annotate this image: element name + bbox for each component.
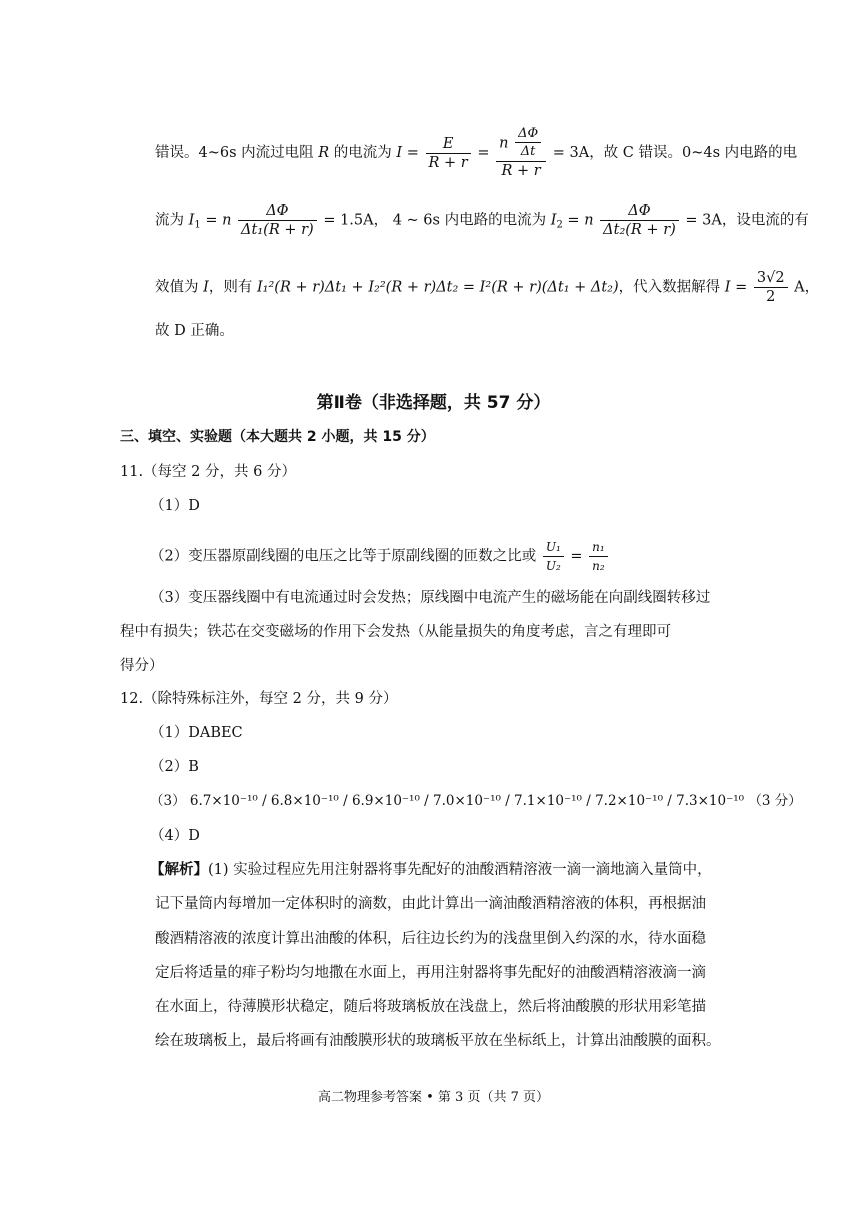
fraction-I2	[600, 202, 679, 239]
value-3A: = 3A	[685, 212, 722, 229]
q12-answer-2: （2）B	[150, 759, 199, 775]
root-denominator: 2	[766, 289, 776, 305]
fraction-I1	[238, 202, 317, 239]
part-title: 第Ⅱ卷（非选择题，共 57 分）	[316, 393, 551, 413]
var-n: n	[499, 135, 509, 152]
q12-answer-4: （4）D	[150, 828, 200, 844]
q12-answer-3: （3） 6.7×10⁻¹⁰ / 6.8×10⁻¹⁰ / 6.9×10⁻¹⁰ / 7.0×10⁻¹⁰ / 7.1×10⁻¹⁰ / 7.2×10⁻¹⁰ / 7.3×10⁻¹⁰ （3 分）	[150, 793, 802, 809]
para-line-4: 故 D 正确。	[155, 323, 234, 339]
var-E: E	[442, 135, 454, 152]
text-segment: ，则有	[208, 279, 257, 296]
value-1-5A: = 1.5A	[323, 212, 374, 229]
fraction-emf-over-Rr	[496, 126, 546, 180]
var-n2: n₂	[592, 559, 605, 573]
q11-heading: 11.（每空 2 分，共 6 分）	[120, 464, 296, 480]
analysis-line-2: 记下量筒内每增加一定体积时的滴数，由此计算出一滴油酸酒精溶液的体积，再根据油	[155, 896, 706, 912]
var-U1: U₁	[545, 540, 561, 554]
text-segment: （2）变压器原副线圈的电压之比等于原副线圈的匝数之比或	[150, 548, 537, 565]
text-segment: 流为	[155, 212, 189, 229]
q11-answer-2: （2）变压器原副线圈的电压之比等于原副线圈的匝数之比或 $\frac{\text{U₁}}{\text{U₂}}$ = $\frac{\text{n₁}}{\text{n₂}}$	[150, 538, 610, 575]
text-segment: 效值为	[155, 279, 204, 296]
analysis-label: 【解析】	[150, 861, 208, 878]
q11-answer-3-line-3: 得分）	[120, 658, 164, 674]
var-n1: n₁	[592, 540, 605, 554]
text-segment: ，故 C 错误。0~4s 内电路的电	[589, 145, 798, 161]
den-Rr: R + r	[501, 163, 541, 179]
var-I: I	[724, 279, 731, 296]
delta-phi: ΔΦ	[518, 126, 539, 141]
para-line-2: 流为 $I_1 = n$ $\frac{\Delta\Phi}{\text{Δt₁(R + r)}}$ = 1.5A， 4 ~ 6s 内电路的电流为 $I_2 = n$ $\frac{\Delta\Phi}{\text{Δt₂(R + r)}}$ = 3A，设电流的有	[155, 203, 809, 238]
q11-answer-3-line-1: （3）变压器线圈中有电流通过时会发热；原线圈中电流产生的磁场能在向副线圈转移过	[150, 590, 711, 606]
equation-effective: I₁²(R + r)Δt₁ + I₂²(R + r)Δt₂ = I²(R + r)(Δt₁ + Δt₂)	[256, 279, 619, 296]
fraction-U1-U2	[543, 538, 564, 575]
text-segment: (1) 实验过程应先用注射器将事先配好的油酸酒精溶液一滴一滴地滴入量筒中，	[208, 862, 712, 878]
page-footer: 高二物理参考答案 • 第 3 页（共 7 页）	[317, 1090, 549, 1105]
text-segment: ，设电流的有	[721, 212, 809, 229]
den-dt1-Rr: Δt₁(R + r)	[241, 222, 314, 238]
analysis-line-4: 定后将适量的痱子粉均匀地撒在水面上，再用注射器将事先配好的油酸酒精溶液滴一滴	[155, 965, 706, 981]
text-segment: 的电流为	[329, 145, 397, 161]
analysis-line-3: 酸酒精溶液的浓度计算出油酸的体积，后往边长约为的浅盘里倒入约深的水，待水面稳	[155, 931, 706, 947]
q12-answer-1: （1）DABEC	[150, 725, 243, 741]
delta-phi: ΔΦ	[628, 203, 651, 219]
den-dt2-Rr: Δt₂(R + r)	[603, 222, 676, 238]
analysis-line-1	[150, 859, 712, 881]
fraction-dphi-dt	[515, 126, 541, 161]
fraction-n1-n2	[589, 538, 608, 575]
fraction-3root2-over-2	[754, 269, 788, 306]
var-U2: U₂	[545, 559, 561, 573]
section-heading: 三、填空、实验题（本大题共 2 小题，共 15 分）	[120, 429, 435, 445]
var-n: n	[222, 212, 232, 229]
var-I: I	[396, 145, 403, 161]
den-Rr: R + r	[428, 154, 468, 171]
analysis-line-6: 绘在玻璃板上，最后将画有油酸膜形状的玻璃板平放在坐标纸上，计算出油酸膜的面积。	[155, 1033, 721, 1049]
para-line-1: 错误。4~6s 内流过电阻 R 的电流为 I = $\frac{E}{R + r}$ = n $\frac{\Delta\Phi}{\Delta t}$ R + r = 3A，故 C 错误。0~4s 内电路的电	[155, 126, 798, 179]
text-segment: ， 4 ~ 6s 内电路的电流为	[373, 212, 551, 229]
q12-heading: 12.（除特殊标注外，每空 2 分，共 9 分）	[120, 691, 398, 707]
var-I: I	[203, 279, 209, 296]
para-line-3: 效值为 I，则有 I₁²(R + r)Δt₁ + I₂²(R + r)Δt₂ = I²(R + r)(Δt₁ + Δt₂)，代入数据解得 I = $\frac{3√2}{2}$ A，	[155, 270, 820, 305]
value-3A: = 3A	[552, 145, 590, 161]
var-n: n	[584, 212, 594, 229]
text-segment: 错误。4~6s 内流过电阻	[155, 145, 319, 161]
delta-t: Δt	[520, 144, 536, 159]
text-segment: ，代入数据解得	[618, 279, 725, 296]
var-R: R	[318, 145, 330, 161]
q11-answer-3-line-2: 程中有损失；铁芯在交变磁场的作用下会发热（从能量损失的角度考虑，言之有理即可	[120, 624, 671, 640]
q11-answer-1: （1）D	[150, 498, 200, 514]
fraction-E-over-Rr	[426, 135, 471, 172]
analysis-line-5: 在水面上，待薄膜形状稳定，随后将玻璃板放在浅盘上，然后将油酸膜的形状用彩笔描	[155, 999, 706, 1015]
delta-phi: ΔΦ	[266, 203, 289, 219]
text-segment: A，	[789, 279, 820, 296]
root-numerator: 3√2	[754, 269, 788, 288]
